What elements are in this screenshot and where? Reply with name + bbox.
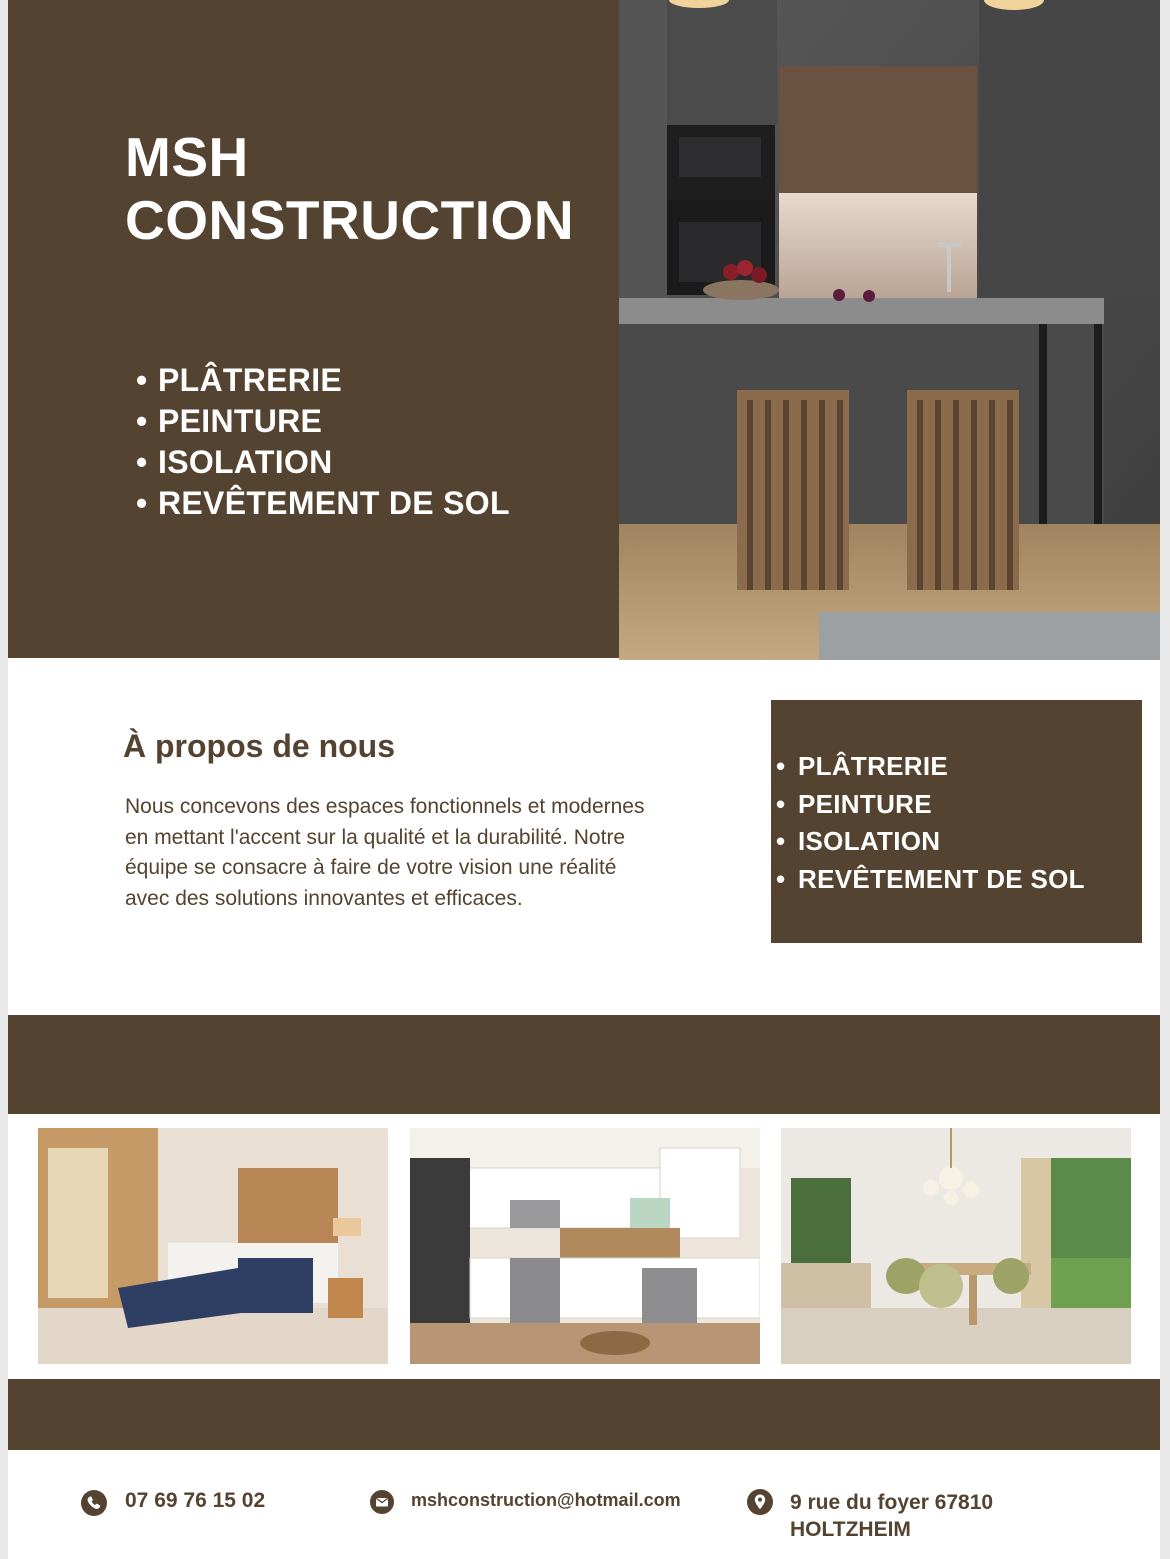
phone-number[interactable]: 07 69 76 15 02 bbox=[125, 1489, 266, 1512]
hero-service-item: • PLÂTRERIE bbox=[136, 362, 343, 398]
service-item: • PEINTURE bbox=[776, 788, 932, 819]
about-title: À propos de nous bbox=[123, 728, 395, 764]
service-item: • ISOLATION bbox=[776, 826, 941, 856]
service-item: • PLÂTRERIE bbox=[776, 751, 949, 781]
hero-service-item: • ISOLATION bbox=[136, 444, 333, 480]
envelope-icon bbox=[370, 1490, 394, 1519]
divider-band-bottom bbox=[8, 1379, 1160, 1450]
location-pin-icon bbox=[747, 1489, 773, 1522]
hero-kitchen-photo bbox=[619, 0, 1160, 660]
address: 9 rue du foyer 67810 HOLTZHEIM bbox=[790, 1491, 994, 1541]
hero-service-item: • PEINTURE bbox=[136, 403, 323, 439]
services-box bbox=[771, 700, 1142, 943]
services-list bbox=[776, 748, 1085, 898]
hero-panel bbox=[8, 0, 619, 658]
flyer-page bbox=[8, 0, 1160, 1559]
about-text: Nous concevons des espaces fonctionnels et modernes en mettant l'accent sur la qualité et la durabilité. Notre équipe se consacre à faire de votre vision une réalité avec des solutions innovantes et efficaces. bbox=[125, 795, 645, 910]
gallery-photo-bedroom bbox=[38, 1128, 388, 1364]
gallery-photo-kitchen bbox=[410, 1128, 760, 1364]
service-item: • REVÊTEMENT DE SOL bbox=[776, 863, 1085, 894]
hero-service-item: • REVÊTEMENT DE SOL bbox=[136, 485, 510, 521]
gallery-photo-dining bbox=[781, 1128, 1131, 1364]
divider-band-top bbox=[8, 1015, 1160, 1114]
hero-services-list bbox=[136, 360, 510, 524]
phone-icon bbox=[81, 1490, 107, 1521]
email-link[interactable]: mshconstruction@hotmail.com bbox=[411, 1490, 681, 1510]
company-name: MSH CONSTRUCTION bbox=[125, 126, 575, 251]
